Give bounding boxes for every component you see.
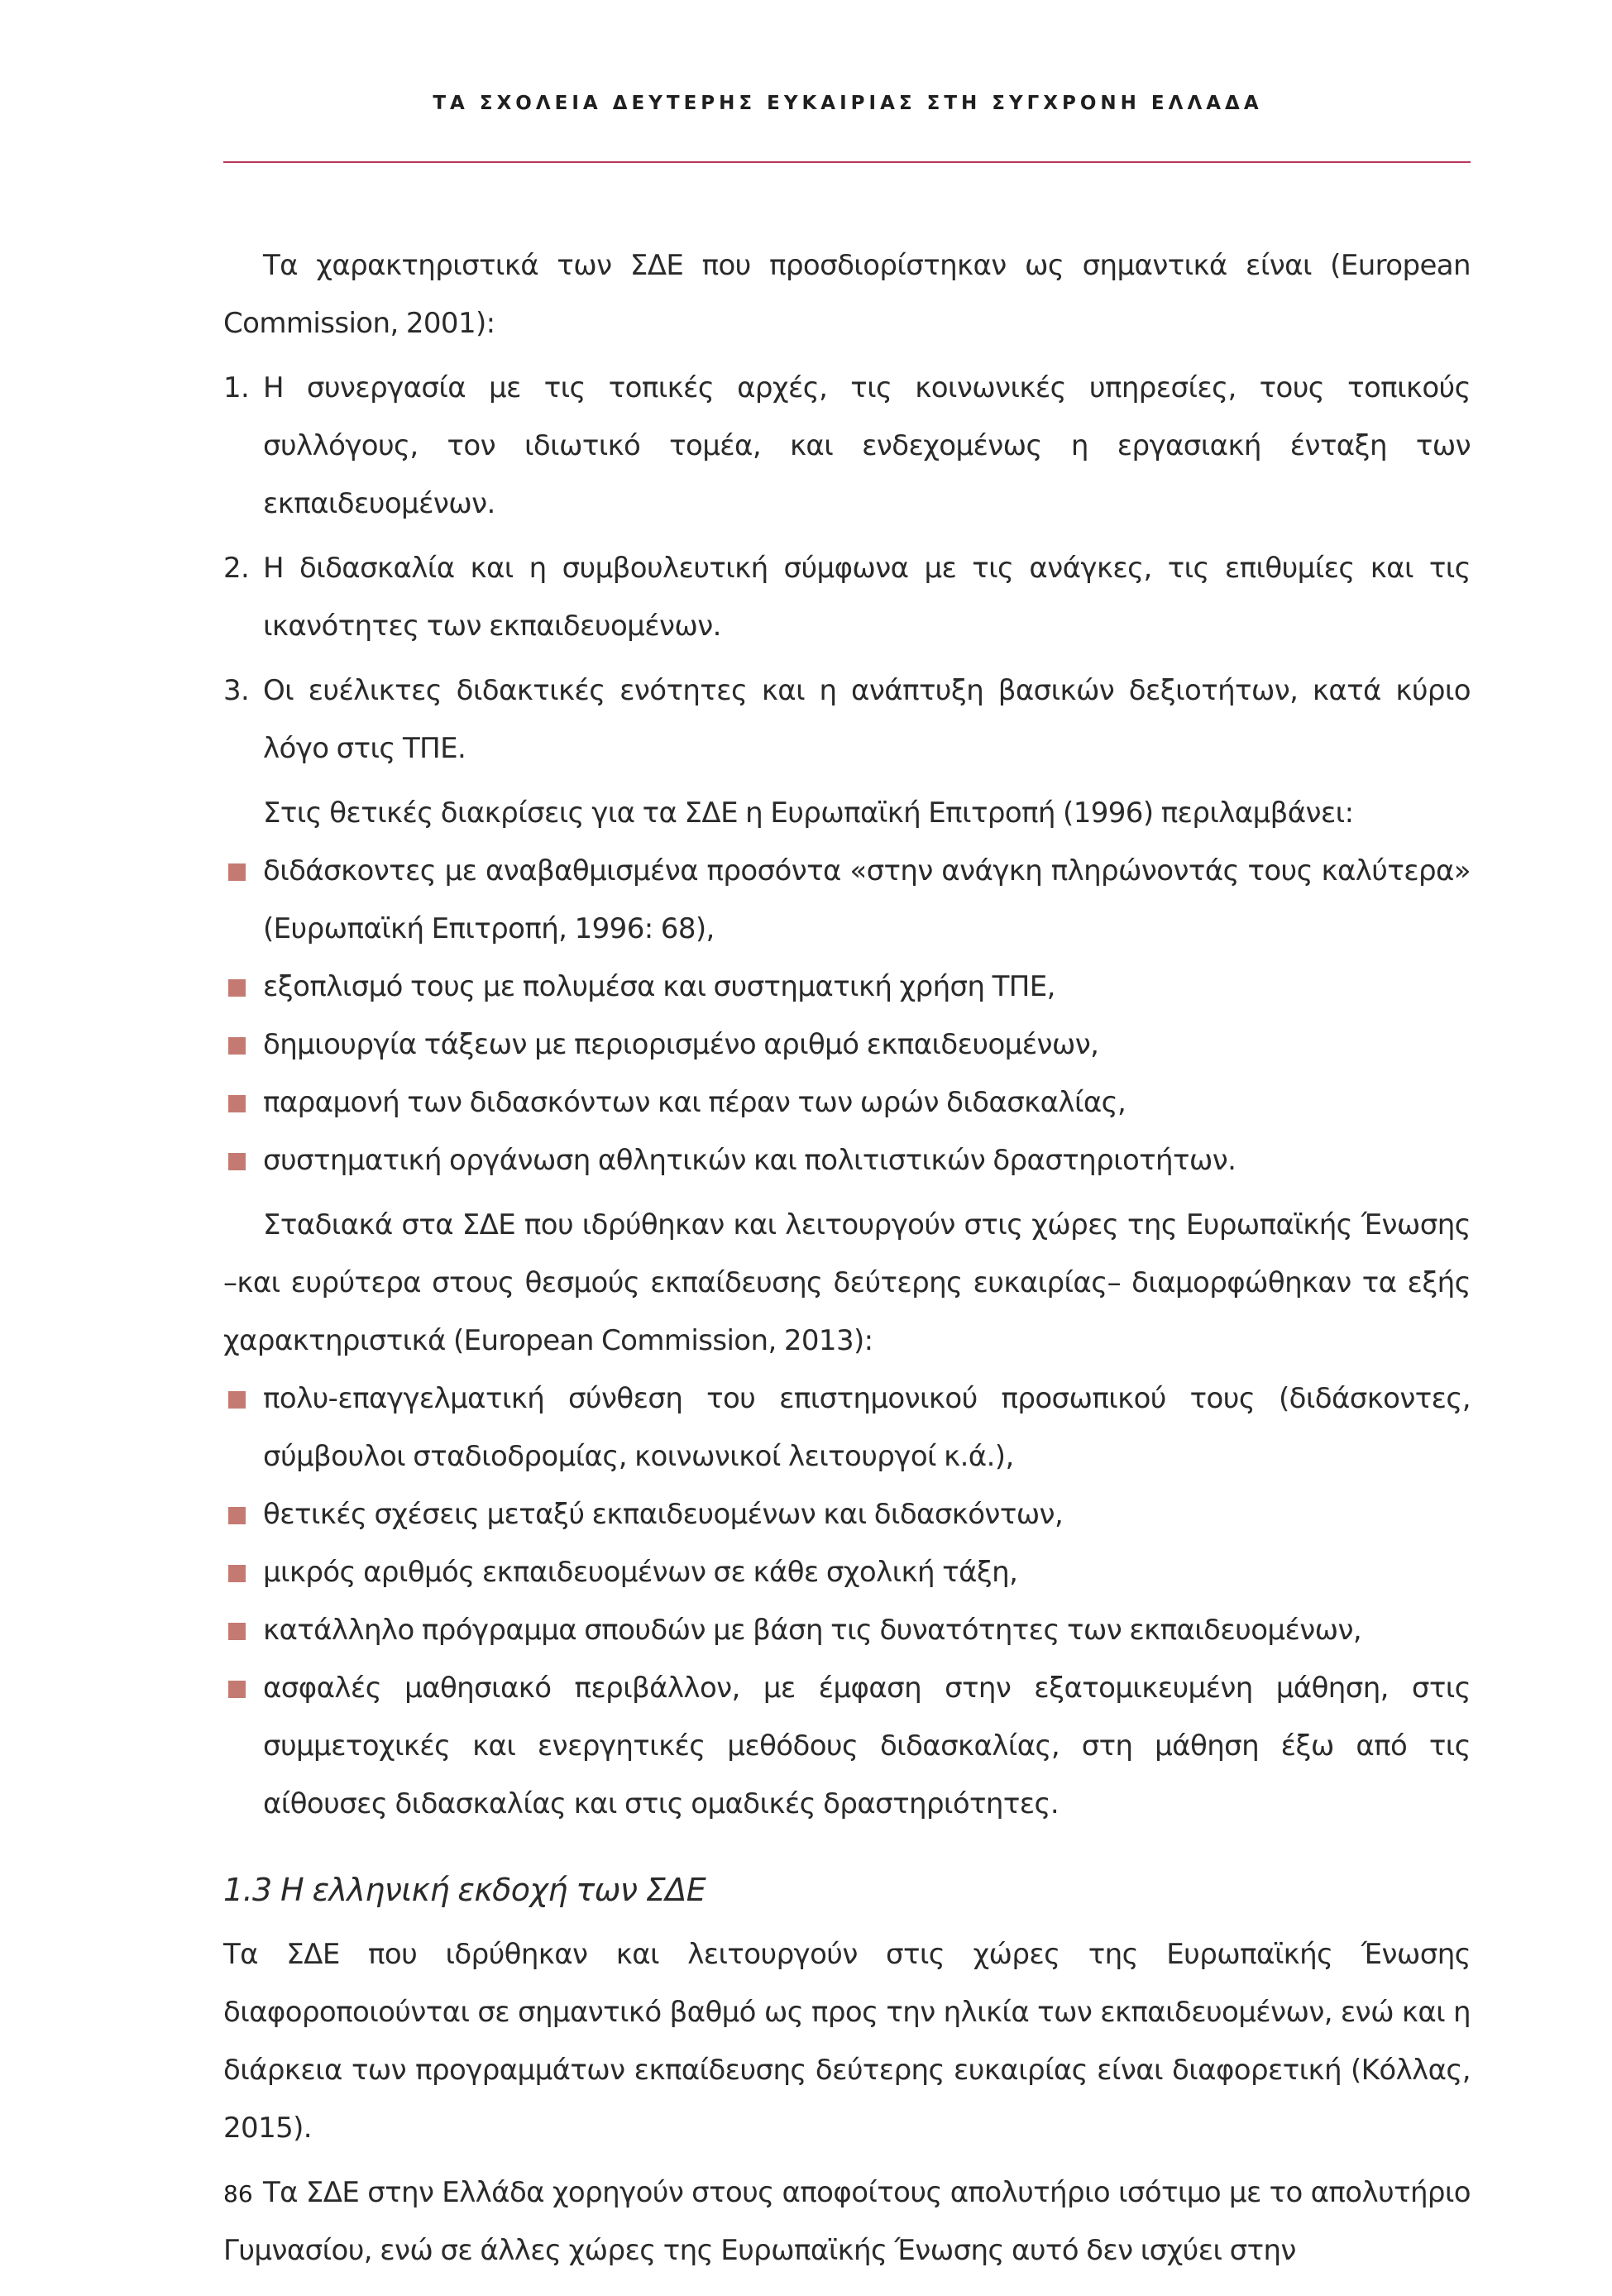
bullet-item bbox=[223, 1016, 1471, 1074]
header-rule bbox=[223, 161, 1471, 163]
section-heading: 1.3 Η ελληνική εκδοχή των ΣΔΕ bbox=[223, 1872, 706, 1908]
item-text: Οι ευέλικτες διδακτικές ενότητες και η ανάπτυξη βασικών δεξιοτήτων, κατά κύριο λόγο στις ΤΠΕ. bbox=[263, 674, 1471, 765]
square-bullet-icon bbox=[228, 979, 246, 997]
bullet-item bbox=[223, 1659, 1471, 1833]
page-number: 86 bbox=[223, 2180, 253, 2208]
bullet-text: πολυ-επαγγελματική σύνθεση του επιστημονικού προσωπικού τους (διδάσκοντες, σύμβουλοι σταδιοδρομίας, κοινωνικοί λειτουργοί κ.ά.), bbox=[263, 1382, 1471, 1473]
paragraph: Στις θετικές διακρίσεις για τα ΣΔΕ η Ευρωπαϊκή Επιτροπή (1996) περιλαμβάνει: bbox=[263, 796, 1354, 830]
bullet-item bbox=[223, 1074, 1471, 1131]
numbered-item bbox=[223, 359, 1471, 533]
square-bullet-icon bbox=[228, 1565, 246, 1582]
bullet-item bbox=[223, 1543, 1471, 1601]
numbered-item bbox=[223, 662, 1471, 777]
square-bullet-icon bbox=[228, 863, 246, 881]
paragraph: Τα ΣΔΕ στην Ελλάδα χορηγούν στους αποφοίτους απολυτήριο ισότιμο με το απολυτήριο Γυμνασίου, ενώ σε άλλες χώρες της Ευρωπαϊκής Ένωσης αυτό δεν ισχύει στην bbox=[223, 2176, 1471, 2267]
bullet-item bbox=[223, 1370, 1471, 1485]
item-text: Η διδασκαλία και η συμβουλευτική σύμφωνα με τις ανάγκες, τις επιθυμίες και τις ικανότητες των εκπαιδευομένων. bbox=[263, 552, 1471, 643]
bullet-text: κατάλληλο πρόγραμμα σπουδών με βάση τις δυνατότητες των εκπαιδευομένων, bbox=[263, 1614, 1362, 1647]
paragraph: Τα χαρακτηριστικά των ΣΔΕ που προσδιορίστηκαν ως σημαντικά είναι (European Commission, 2001): bbox=[223, 249, 1471, 340]
bullet-item bbox=[223, 1485, 1471, 1543]
square-bullet-icon bbox=[228, 1681, 246, 1698]
bullet-text: δημιουργία τάξεων με περιορισμένο αριθμό εκπαιδευομένων, bbox=[263, 1028, 1099, 1061]
bullet-item bbox=[223, 1131, 1471, 1189]
bullet-text: συστηματική οργάνωση αθλητικών και πολιτιστικών δραστηριοτήτων. bbox=[263, 1144, 1237, 1177]
square-bullet-icon bbox=[228, 1623, 246, 1640]
bullet-item bbox=[223, 958, 1471, 1016]
item-text: Η συνεργασία με τις τοπικές αρχές, τις κοινωνικές υπηρεσίες, τους τοπικούς συλλόγους, τον ιδιωτικό τομέα, και ενδεχομένως η εργασιακή ένταξη των εκπαιδευομένων. bbox=[263, 371, 1471, 520]
bullet-text: εξοπλισμό τους με πολυμέσα και συστηματική χρήση ΤΠΕ, bbox=[263, 970, 1055, 1003]
item-number: 3. bbox=[223, 674, 250, 707]
page-body bbox=[223, 237, 1471, 2279]
square-bullet-icon bbox=[228, 1507, 246, 1524]
bullet-text: διδάσκοντες με αναβαθμισμένα προσόντα «στην ανάγκη πληρώνοντάς τους καλύτερα» (Ευρωπαϊκή Επιτροπή, 1996: 68), bbox=[263, 854, 1471, 945]
square-bullet-icon bbox=[228, 1095, 246, 1112]
bullet-text: ασφαλές μαθησιακό περιβάλλον, με έμφαση στην εξατομικευμένη μάθηση, στις συμμετοχικές και ενεργητικές μεθόδους διδασκαλίας, στη μάθηση έξω από τις αίθουσες διδασκαλίας και στις ομαδικές δραστηριότητες. bbox=[263, 1672, 1471, 1820]
square-bullet-icon bbox=[228, 1037, 246, 1055]
running-header: ΤΑ ΣΧΟΛΕΙΑ ΔΕΥΤΕΡΗΣ ΕΥΚΑΙΡΙΑΣ ΣΤΗ ΣΥΓΧΡΟΝΗ ΕΛΛΑΔΑ bbox=[433, 93, 1263, 114]
bullet-text: παραμονή των διδασκόντων και πέραν των ωρών διδασκαλίας, bbox=[263, 1086, 1126, 1119]
bullet-item bbox=[223, 1601, 1471, 1659]
square-bullet-icon bbox=[228, 1391, 246, 1409]
paragraph: Σταδιακά στα ΣΔΕ που ιδρύθηκαν και λειτουργούν στις χώρες της Ευρωπαϊκής Ένωσης –και ευρύτερα στους θεσμούς εκπαίδευσης δεύτερης ευκαιρίας– διαμορφώθηκαν τα εξής χαρακτηριστικά (European Commission, 2013): bbox=[223, 1208, 1471, 1357]
square-bullet-icon bbox=[228, 1153, 246, 1170]
bullet-text: θετικές σχέσεις μεταξύ εκπαιδευομένων και διδασκόντων, bbox=[263, 1498, 1064, 1531]
item-number: 1. bbox=[223, 371, 250, 404]
numbered-item bbox=[223, 539, 1471, 655]
item-number: 2. bbox=[223, 552, 250, 585]
bullet-item bbox=[223, 842, 1471, 958]
bullet-text: μικρός αριθμός εκπαιδευομένων σε κάθε σχολική τάξη, bbox=[263, 1556, 1018, 1589]
paragraph: Τα ΣΔΕ που ιδρύθηκαν και λειτουργούν στις χώρες της Ευρωπαϊκής Ένωσης διαφοροποιούνται σε σημαντικό βαθμό ως προς την ηλικία των εκπαιδευομένων, ενώ και η διάρκεια των προγραμμάτων εκπαίδευσης δεύτερης ευκαιρίας είναι διαφορετική (Κόλλας, 2015). bbox=[223, 1938, 1471, 2145]
